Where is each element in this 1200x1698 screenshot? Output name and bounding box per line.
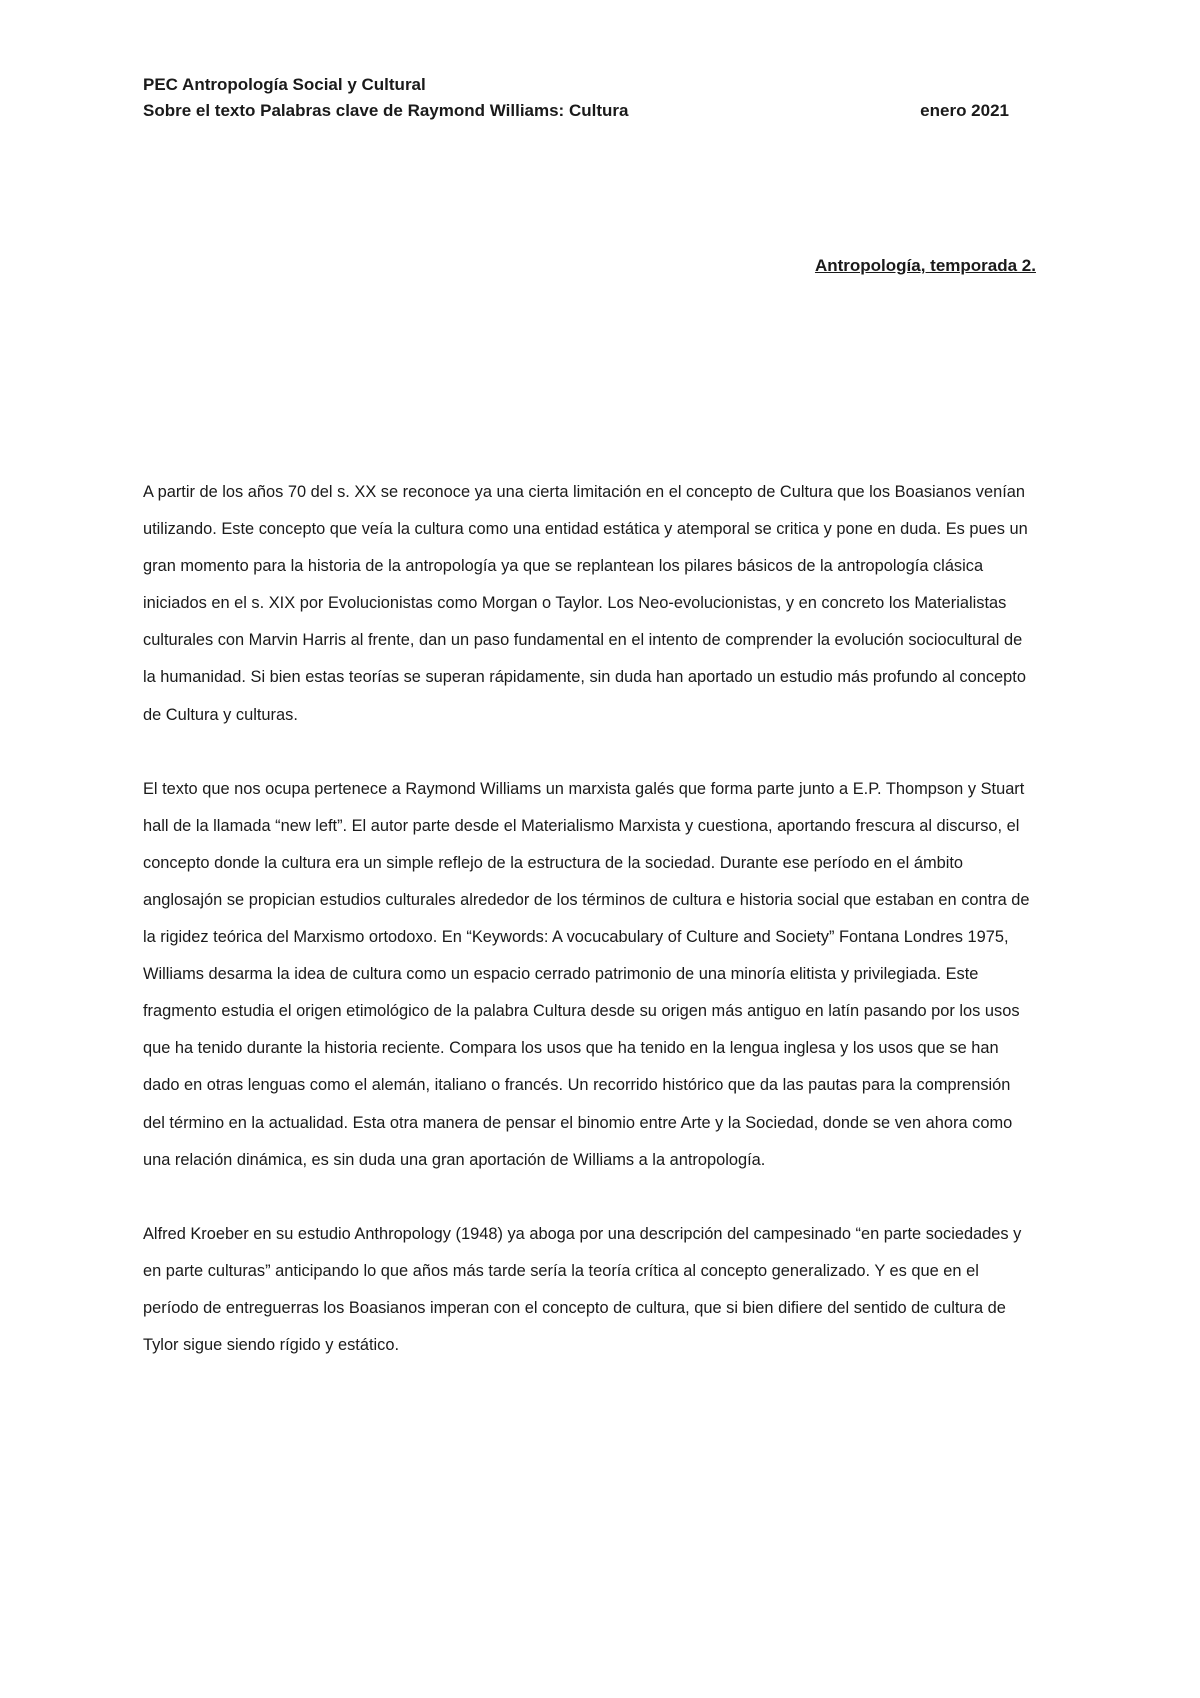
subject-title: Sobre el texto Palabras clave de Raymond Williams: Cultura [143, 101, 629, 120]
course-title: PEC Antropología Social y Cultural [143, 75, 426, 94]
header-subject-row [143, 98, 1011, 124]
paragraph-2: El texto que nos ocupa pertenece a Raymond Williams un marxista galés que forma parte junto a E.P. Thompson y Stuart hall de la llamada “new left”. El autor parte desde el Materialismo Marxista y cuestiona, aportando frescura al discurso, el concepto donde la cultura era un simple reflejo de la estructura de la sociedad. Durante ese período en el ámbito anglosajón se propician estudios culturales alrededor de los términos de cultura e historia social que estaban en contra de la rigidez teórica del Marxismo ortodoxo. En “Keywords: A vocucabulary of Culture and Society” Fontana Londres 1975, Williams desarma la idea de cultura como un espacio cerrado patrimonio de una minoría elitista y privilegiada. Este fragmento estudia el origen etimológico de la palabra Cultura desde su origen más antiguo en latín pasando por los usos que ha tenido durante la historia reciente. Compara los usos que ha tenido en la lengua inglesa y los usos que se han dado en otras lenguas como el alemán, italiano o francés. Un recorrido histórico que da las pautas para la comprensión del término en la actualidad. Esta otra manera de pensar el binomio entre Arte y la Sociedad, donde se ven ahora como una relación dinámica, es sin duda una gran aportación de Williams a la antropología. [143, 779, 1030, 1169]
document-header [143, 72, 1011, 124]
paragraph-1: A partir de los años 70 del s. XX se reconoce ya una cierta limitación en el concepto de Cultura que los Boasianos venían utilizando. Este concepto que veía la cultura como una entidad estática y atemporal se critica y pone en duda. Es pues un gran momento para la historia de la antropología ya que se replantean los pilares básicos de la antropología clásica iniciados en el s. XIX por Evolucionistas como Morgan o Taylor. Los Neo-evolucionistas, y en concreto los Materialistas culturales con Marvin Harris al frente, dan un paso fundamental en el intento de comprender la evolución sociocultural de la humanidad. Si bien estas teorías se superan rápidamente, sin duda han aportado un estudio más profundo al concepto de Cultura y culturas. [143, 483, 1028, 724]
document-body [143, 474, 1036, 1401]
document-date: enero 2021 [920, 101, 1009, 120]
paragraph-3: Alfred Kroeber en su estudio Anthropology (1948) ya aboga por una descripción del campesinado “en parte sociedades y en parte culturas” anticipando lo que años más tarde sería la teoría crítica al concepto generalizado. Y es que en el período de entreguerras los Boasianos imperan con el concepto de cultura, que si bien difiere del sentido de cultura de Tylor sigue siendo rígido y estático. [143, 1224, 1022, 1354]
document-subtitle: Antropología, temporada 2. [814, 256, 1036, 275]
